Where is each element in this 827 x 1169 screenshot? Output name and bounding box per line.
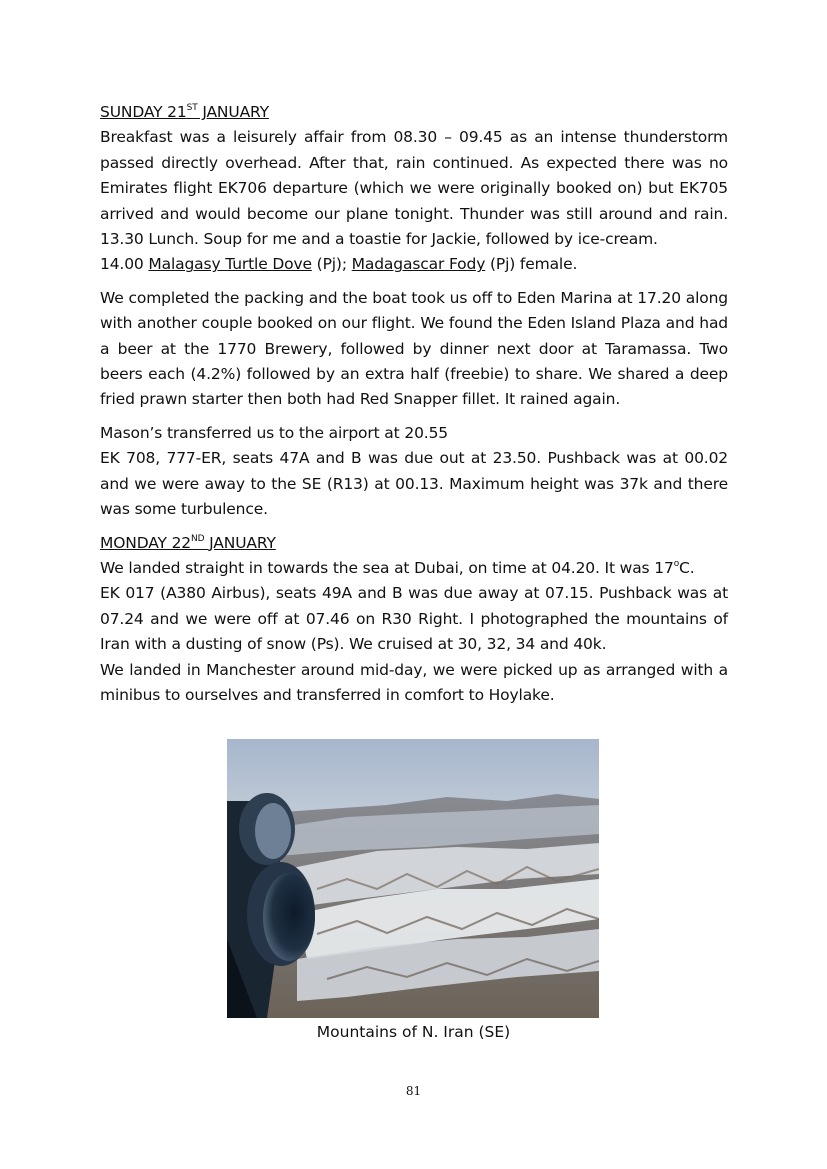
paragraph-line: 07.24 and we were off at 07.46 on R30 Right. I photographed the mountains of xyxy=(100,609,728,628)
paragraph-line: a beer at the 1770 Brewery, followed by dinner next door at Taramassa. Two xyxy=(100,339,728,358)
mountains-photo xyxy=(227,739,599,1018)
bird-name: Malagasy Turtle Dove xyxy=(148,255,312,274)
paragraph-line: arrived and would become our plane tonight. Thunder was still around and rain. xyxy=(100,204,728,223)
paragraph-line: minibus to ourselves and transferred in comfort to Hoylake. xyxy=(100,685,555,704)
paragraph-line: with another couple booked on our flight. We found the Eden Island Plaza and had xyxy=(100,314,728,333)
paragraph-line: Iran with a dusting of snow (Ps). We cruised at 30, 32, 34 and 40k. xyxy=(100,635,607,654)
photo-caption: Mountains of N. Iran (SE) xyxy=(316,1023,511,1041)
sunday-heading: SUNDAY 21ST JANUARY xyxy=(100,103,269,121)
paragraph-line: Mason’s transferred us to the airport at 20.55 xyxy=(100,423,448,442)
paragraph-line: fried prawn starter then both had Red Snapper fillet. It rained again. xyxy=(100,390,621,409)
paragraph-line: beers each (4.2%) followed by an extra half (freebie) to share. We shared a deep xyxy=(100,365,728,384)
monday-heading: MONDAY 22ND JANUARY xyxy=(100,533,276,552)
bird-name: Madagascar Fody xyxy=(351,255,486,274)
paragraph-line: We landed in Manchester around mid-day, we were picked up as arranged with a xyxy=(100,660,728,679)
paragraph-line: We completed the packing and the boat took us off to Eden Marina at 17.20 along xyxy=(100,288,728,307)
document-body xyxy=(100,100,728,708)
paragraph-line: EK 708, 777-ER, seats 47A and B was due out at 23.50. Pushback was at 00.02 xyxy=(100,449,728,468)
page-number: 81 xyxy=(405,1084,422,1098)
bird-sightings-line: 14.00 Malagasy Turtle Dove (Pj); Madagascar Fody (Pj) female. xyxy=(100,255,578,274)
paragraph-line: was some turbulence. xyxy=(100,500,268,519)
paragraph-line: and we were away to the SE (R13) at 00.13. Maximum height was 37k and there xyxy=(100,474,728,493)
paragraph-line: EK 017 (A380 Airbus), seats 49A and B was due away at 07.15. Pushback was at xyxy=(100,584,728,603)
paragraph-line: 13.30 Lunch. Soup for me and a toastie for Jackie, followed by ice-cream. xyxy=(100,230,658,249)
paragraph-line: Emirates flight EK706 departure (which we were originally booked on) but EK705 xyxy=(100,179,728,198)
paragraph-line: Breakfast was a leisurely affair from 08.30 – 09.45 as an intense thunderstorm xyxy=(100,128,728,147)
paragraph-line: We landed straight in towards the sea at Dubai, on time at 04.20. It was 17$^o$C. xyxy=(100,558,695,577)
paragraph-line: passed directly overhead. After that, rain continued. As expected there was no xyxy=(100,153,728,172)
